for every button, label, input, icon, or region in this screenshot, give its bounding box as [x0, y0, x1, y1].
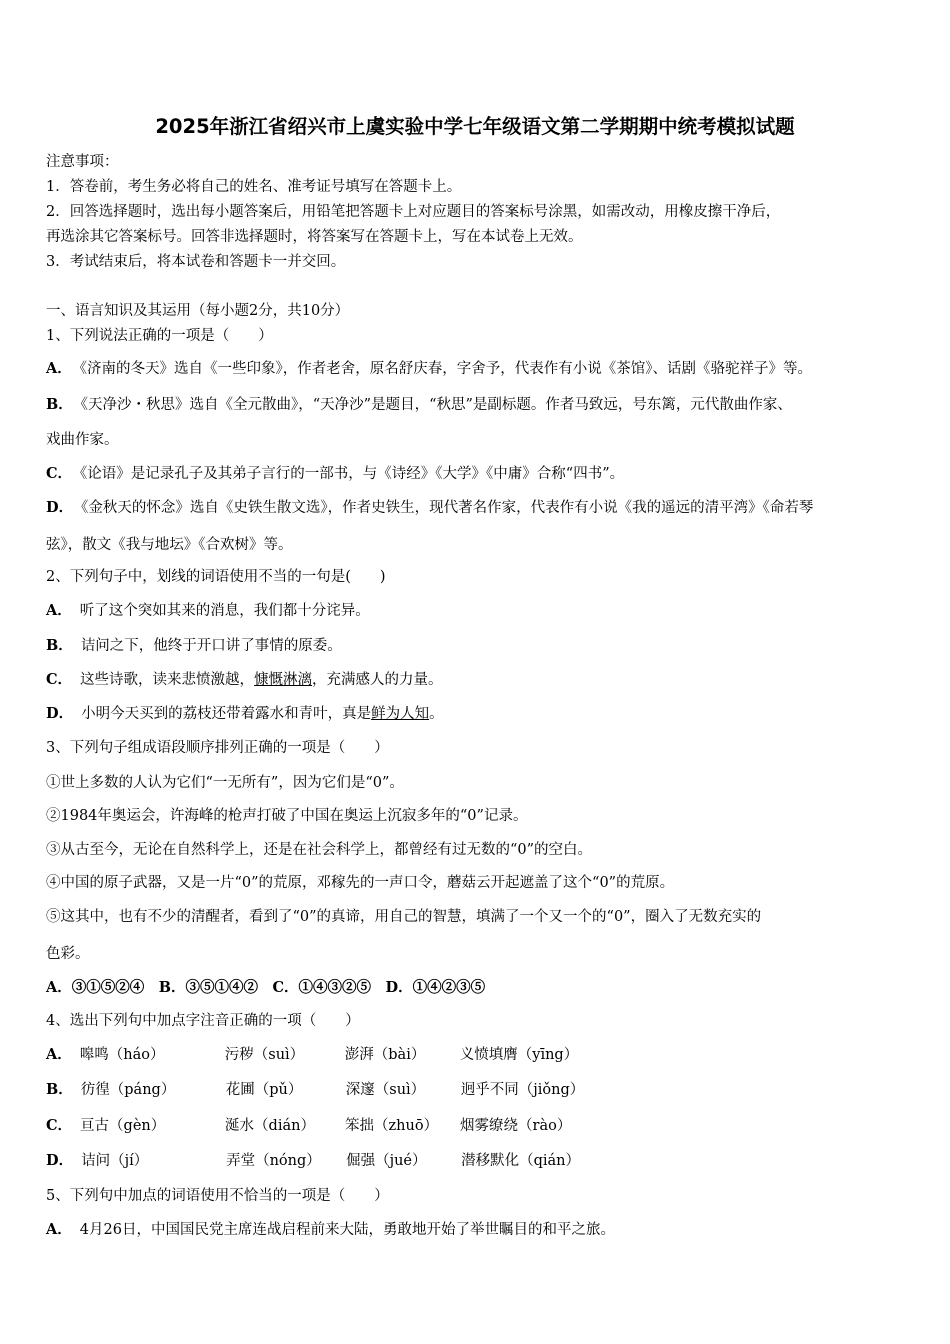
underlined-phrase: 鲜为人知: [371, 706, 430, 722]
option-key: A．: [46, 1221, 72, 1238]
word-2: 花圃（pǔ）: [225, 1082, 303, 1098]
option-text: 诘问之下，他终于开口讲了事情的原委。: [80, 638, 342, 654]
q2-option-b: [46, 636, 342, 656]
q3-sentence-5-cont: 色彩。: [46, 946, 90, 962]
option-key: D．: [46, 1152, 74, 1169]
q3-options: A．③①⑤②④ B．③⑤①④② C．①④③②⑤ D．①④②③⑤: [46, 979, 486, 996]
word-4: 迥乎不同（jiǒng）: [460, 1082, 585, 1098]
option-text: 《天净沙・秋思》选自《全元散曲》，“天净沙”是题目，“秋思”是副标题。作者马致远，号东篱，元代散曲作家、: [80, 397, 792, 413]
q1-option-d-cont: 弦》，散文《我与地坛》《合欢树》等。: [46, 537, 293, 553]
option-key: C．: [46, 1117, 73, 1134]
option-text-pre: 小明今天买到的荔枝还带着露水和青叶，真是: [81, 706, 372, 722]
option-key: B．: [46, 637, 73, 654]
option-text-pre: 这些诗歌，读来悲愤激越，: [80, 672, 255, 688]
word-1: 嗥鸣（háo）: [79, 1047, 165, 1063]
notice-item-2: 2．回答选择题时，选出每小题答案后，用铅笔把答题卡上对应题目的答案标号涂黑，如需改动，用橡皮擦干净后，: [46, 204, 781, 220]
option-text: 《金秋天的怀念》选自《史铁生散文选》，作者史铁生，现代著名作家，代表作有小说《我的遥远的清平湾》《命若琴: [81, 500, 814, 516]
q4-option-b: [46, 1080, 584, 1100]
section-heading: 一、语言知识及其运用（每小题2分，共10分）: [46, 303, 350, 319]
option-key: C．: [46, 465, 73, 482]
option-key: B．: [46, 396, 73, 413]
q1-option-c: [46, 464, 624, 484]
underlined-phrase: 慷慨淋漓: [254, 672, 313, 688]
word-4: 义愤填膺（yīng）: [459, 1047, 579, 1063]
q2-option-d: [46, 704, 444, 724]
q2-option-a: [46, 601, 370, 621]
notice-item-1: 1．答卷前，考生务必将自己的姓名、准考证号填写在答题卡上。: [46, 179, 462, 195]
q2-option-c: [46, 670, 443, 690]
option-text: 听了这个突如其来的消息，我们都十分诧异。: [79, 603, 370, 619]
word-2: 污秽（suì）: [224, 1047, 305, 1063]
q1-option-b: [46, 395, 792, 415]
q3-sentence-4: ④中国的原子武器，又是一片“0”的荒原，邓稼先的一声口令，蘑菇云开起遮盖了这个“0”的荒原。: [46, 875, 675, 891]
notice-item-2-cont: 再选涂其它答案标号。回答非选择题时，将答案写在答题卡上，写在本试卷上无效。: [46, 229, 583, 245]
word-2: 涎水（dián）: [225, 1118, 315, 1134]
q3-stem: 3、下列句子组成语段顺序排列正确的一项是（ ）: [46, 740, 389, 756]
page-title: 2025年浙江省绍兴市上虞实验中学七年级语文第二学期期中统考模拟试题: [155, 115, 795, 138]
q5-stem: 5、下列句中加点的词语使用不恰当的一项是（ ）: [46, 1188, 389, 1204]
option-key: B．: [46, 1081, 73, 1098]
word-3: 澎湃（bài）: [344, 1047, 426, 1063]
q4-option-d: [46, 1151, 580, 1171]
option-text-post: ，充满感人的力量。: [312, 672, 443, 688]
q3-sentence-3: ③从古至今，无论在自然科学上，还是在社会科学上，都曾经有过无数的“0”的空白。: [46, 842, 593, 858]
q4-option-c: [46, 1116, 571, 1136]
option-key: A．: [46, 602, 72, 619]
q3-sentence-1: ①世上多数的人认为它们“一无所有”，因为它们是“0”。: [46, 775, 404, 791]
word-1: 彷徨（páng）: [80, 1082, 176, 1098]
word-1: 亘古（gèn）: [80, 1118, 166, 1134]
option-text: 《论语》是记录孔子及其弟子言行的一部书，与《诗经》《大学》《中庸》合称“四书”。: [80, 466, 625, 482]
q1-option-a: [46, 359, 812, 379]
q1-option-b-cont: 戏曲作家。: [46, 432, 119, 448]
word-3: 倔强（jué）: [346, 1153, 427, 1169]
word-4: 潜移默化（qián）: [461, 1153, 580, 1169]
notice-item-3: 3．考试结束后，将本试卷和答题卡一并交回。: [46, 254, 346, 270]
q3-sentence-2: ②1984年奥运会，许海峰的枪声打破了中国在奥运上沉寂多年的“0”记录。: [46, 808, 528, 824]
option-key: A．: [46, 360, 72, 377]
option-key: D．: [46, 705, 74, 722]
word-2: 弄堂（nóng）: [226, 1153, 321, 1169]
q1-stem: 1、下列说法正确的一项是（ ）: [46, 328, 273, 344]
q4-stem: 4、选出下列句中加点字注音正确的一项（ ）: [46, 1013, 360, 1029]
q1-option-d: [46, 498, 813, 518]
q4-option-a: [46, 1045, 578, 1065]
word-4: 烟雾缭绕（rào）: [460, 1118, 572, 1134]
notice-heading: 注意事项：: [46, 154, 119, 170]
q3-sentence-5: ⑤这其中，也有不少的清醒者，看到了“0”的真谛，用自己的智慧，填满了一个又一个的“0”，圈入了无数充实的: [46, 909, 762, 925]
option-text: 《济南的冬天》选自《一些印象》，作者老舍，原名舒庆春，字舍予，代表作有小说《茶馆》、话剧《骆驼祥子》等。: [79, 361, 813, 377]
q5-option-a: [46, 1220, 615, 1240]
word-1: 诘问（jí）: [81, 1153, 149, 1169]
word-3: 笨拙（zhuō）: [345, 1118, 439, 1134]
q2-stem: 2、下列句子中，划线的词语使用不当的一句是( ): [46, 569, 386, 585]
word-3: 深邃（suì）: [345, 1082, 426, 1098]
option-key: D．: [46, 499, 74, 516]
option-text: 4月26日，中国国民党主席连战启程前来大陆，勇敢地开始了举世瞩目的和平之旅。: [79, 1222, 615, 1238]
option-key: C．: [46, 671, 73, 688]
option-text-post: 。: [429, 706, 444, 722]
option-key: A．: [46, 1046, 72, 1063]
